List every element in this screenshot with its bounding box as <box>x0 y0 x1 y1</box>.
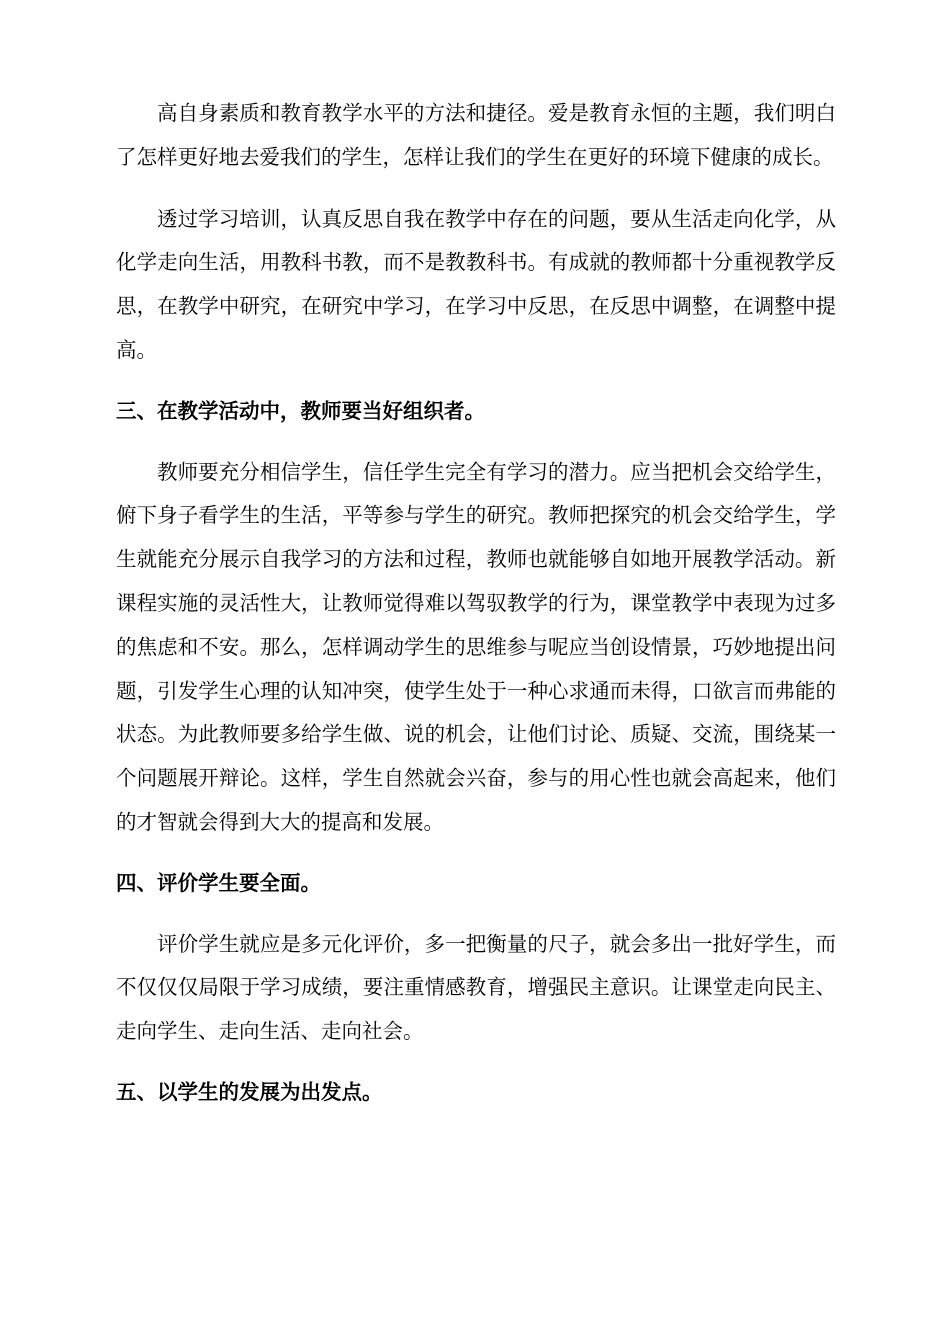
document-page <box>116 92 836 1115</box>
section-heading-4: 四、评价学生要全面。 <box>116 870 321 895</box>
paragraph-2: 透过学习培训，认真反思自我在教学中存在的问题，要从生活走向化学，从化学走向生活，用教科书教，而不是教教科书。有成就的教师都十分重视教学反思，在教学中研究，在研究中学习，在学习中反思，在反思中调整，在调整中提高。 <box>116 206 836 362</box>
paragraph-1: 高自身素质和教育教学水平的方法和捷径。爱是教育永恒的主题，我们明白了怎样更好地去爱我们的学生，怎样让我们的学生在更好的环境下健康的成长。 <box>116 101 836 169</box>
section-heading-3: 三、在教学活动中，教师要当好组织者。 <box>116 398 485 423</box>
paragraph-3: 教师要充分相信学生，信任学生完全有学习的潜力。应当把机会交给学生，俯下身子看学生的生活，平等参与学生的研究。教师把探究的机会交给学生，学生就能充分展示自我学习的方法和过程，教师也就能够自如地开展教学活动。新课程实施的灵活性大，让教师觉得难以驾驭教学的行为，课堂教学中表现为过多的焦虑和不安。那么，怎样调动学生的思维参与呢应当创设情景，巧妙地提出问题，引发学生心理的认知冲突，使学生处于一种心求通而未得，口欲言而弗能的状态。为此教师要多给学生做、说的机会，让他们讨论、质疑、交流，围绕某一个问题展开辩论。这样，学生自然就会兴奋，参与的用心性也就会高起来，他们的才智就会得到大大的提高和发展。 <box>116 459 836 834</box>
paragraph-4: 评价学生就应是多元化评价，多一把衡量的尺子，就会多出一批好学生，而不仅仅仅局限于学习成绩，要注重情感教育，增强民主意识。让课堂走向民主、走向学生、走向生活、走向社会。 <box>116 931 836 1044</box>
section-heading-5: 五、以学生的发展为出发点。 <box>116 1079 383 1104</box>
